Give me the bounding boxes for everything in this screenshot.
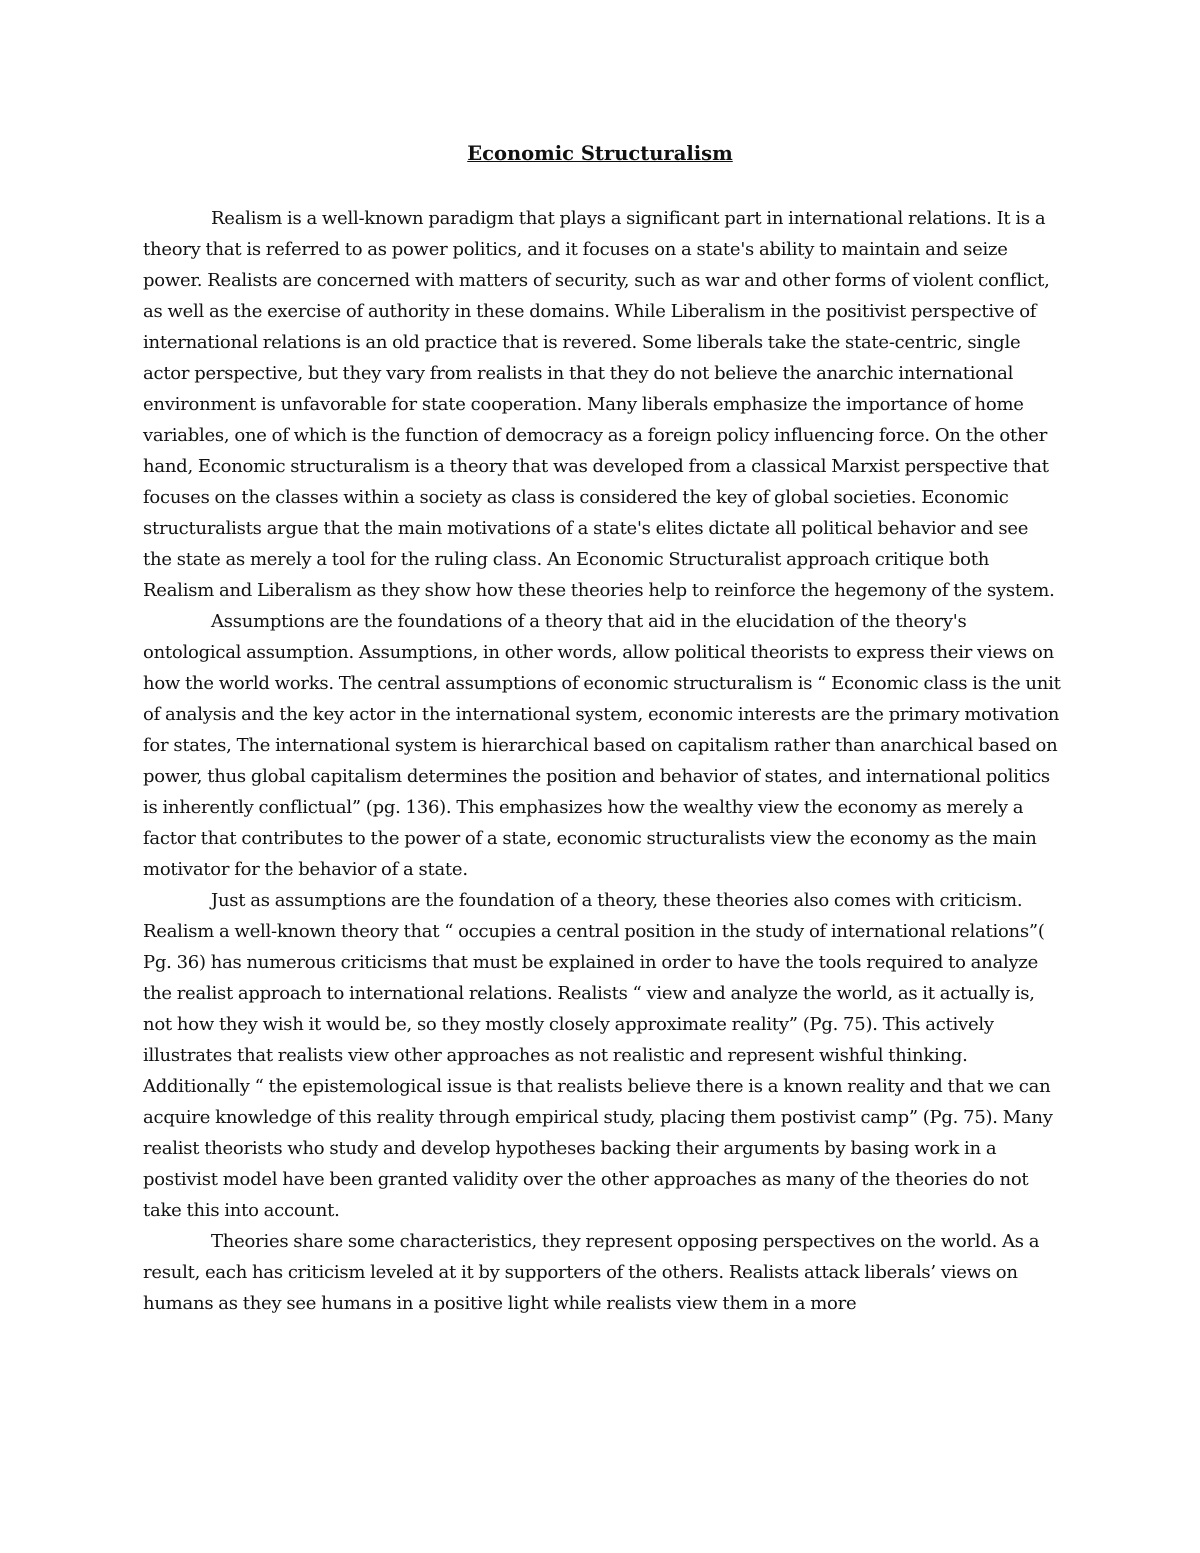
paragraph-shared-characteristics: Theories share some characteristics, they represent opposing perspectives on the world. As a result, each has criticism leveled at it by supporters of the others. Realists attack liberals’ views on humans as they see humans in a positive light while realists view them in a more <box>143 1231 1040 1314</box>
paragraph-realism-liberalism: Realism is a well-known paradigm that plays a significant part in international relations. It is a theory that is referred to as power politics, and it focuses on a state's ability to maintain and seize power. Realists are concerned with matters of security, such as war and other forms of violent conflict, as well as the exercise of authority in these domains. While Liberalism in the positivist perspective of international relations is an old practice that is revered. Some liberals take the state-centric, single actor perspective, but they vary from realists in that they do not believe the anarchic international environment is unfavorable for state cooperation. Many liberals emphasize the importance of home variables, one of which is the function of democracy as a foreign policy influencing force. On the other hand, Economic structuralism is a theory that was developed from a classical Marxist perspective that focuses on the classes within a society as class is considered the key of global societies. Economic structuralists argue that the main motivations of a state's elites dictate all political behavior and see the state as merely a tool for the ruling class. An Economic Structuralist approach critique both Realism and Liberalism as they show how these theories help to reinforce the hegemony of the system. <box>143 208 1055 601</box>
paragraph-criticism: Just as assumptions are the foundation of a theory, these theories also comes with criticism. Realism a well-known theory that “ occupies a central position in the study of international relations”( Pg. 36) has numerous criticisms that must be explained in order to have the tools required to analyze the realist approach to international relations. Realists “ view and analyze the world, as it actually is, not how they wish it would be, so they mostly closely approximate reality” (Pg. 75). This actively illustrates that realists view other approaches as not realistic and represent wishful thinking. Additionally “ the epistemological issue is that realists believe there is a known reality and that we can acquire knowledge of this reality through empirical study, placing them postivist camp” (Pg. 75). Many realist theorists who study and develop hypotheses backing their arguments by basing work in a postivist model have been granted validity over the other approaches as many of the theories do not take this into account. <box>143 890 1053 1221</box>
document-body <box>143 203 1061 1319</box>
paragraph-assumptions: Assumptions are the foundations of a theory that aid in the elucidation of the theory's ontological assumption. Assumptions, in other words, allow political theorists to express their views on how the world works. The central assumptions of economic structuralism is “ Economic class is the unit of analysis and the key actor in the international system, economic interests are the primary motivation for states, The international system is hierarchical based on capitalism rather than anarchical based on power, thus global capitalism determines the position and behavior of states, and international politics is inherently conflictual” (pg. 136). This emphasizes how the wealthy view the economy as merely a factor that contributes to the power of a state, economic structuralists view the economy as the main motivator for the behavior of a state. <box>143 611 1061 880</box>
document-title: Economic Structuralism <box>467 142 733 165</box>
